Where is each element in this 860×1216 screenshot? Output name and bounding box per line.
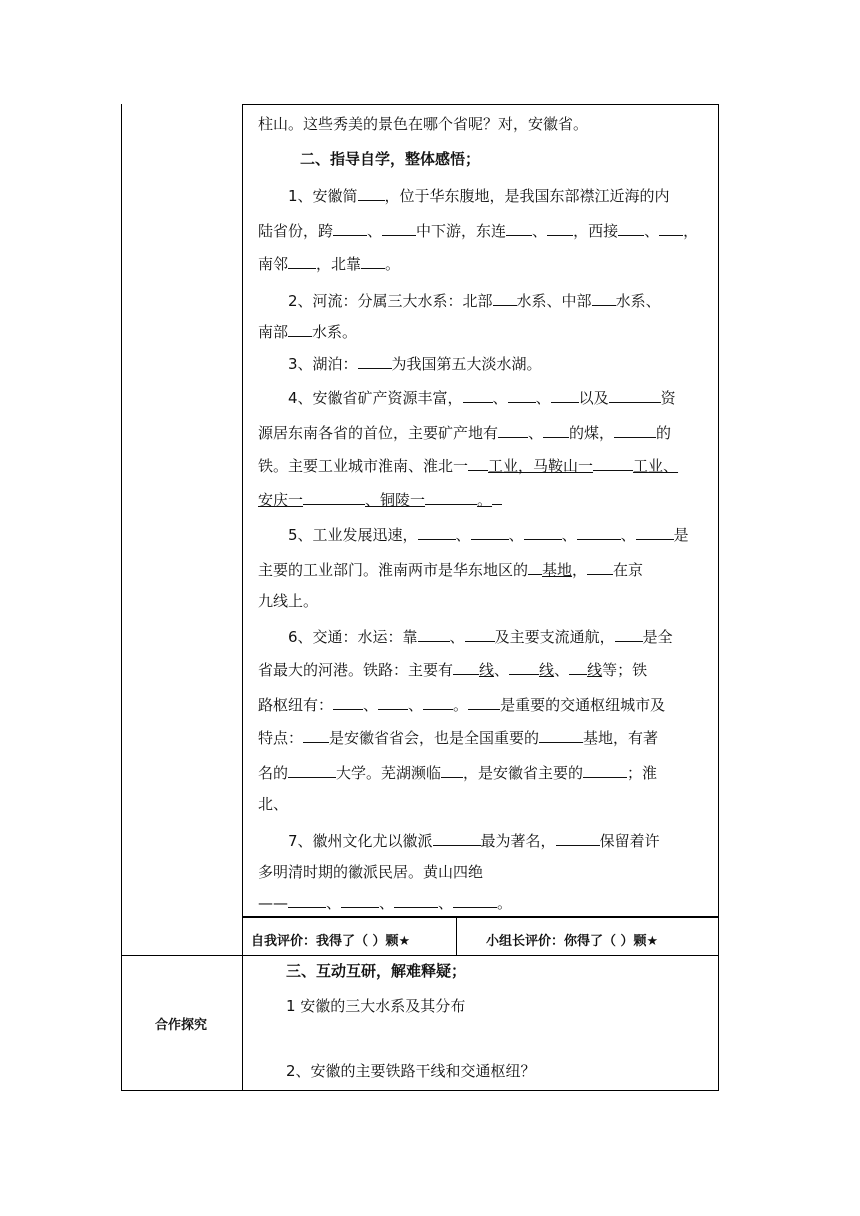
question-5-line-1: 5、工业发展迅速， 、 、 、 、 是 xyxy=(288,523,689,545)
question-6-line-4: 特点： 是安徽省省会，也是全国重要的 基地，有著 xyxy=(258,726,658,748)
top-border xyxy=(242,104,719,105)
text-line: 柱山。这些秀美的景色在哪个省呢？对，安徽省。 xyxy=(258,115,589,133)
question-5-line-2: 主要的工业部门。淮南两市是华东地区的 基地， 在京 xyxy=(258,558,643,580)
question-6-line-1: 6、交通：水运：靠 、 及主要支流通航， 是全 xyxy=(288,625,673,647)
section-heading: 二、指导自学，整体感悟； xyxy=(300,150,481,168)
self-evaluation: 自我评价：我得了（ ）颗★ xyxy=(251,934,411,949)
question-4-line-1: 4、安徽省矿产资源丰富， 、 、 以及 资 xyxy=(288,386,676,408)
question-2-line-2: 南部 水系。 xyxy=(258,320,357,342)
cooperation-heading: 三、互动互研，解难释疑； xyxy=(286,962,467,980)
question-6-line-3: 路枢纽有： 、 、 。 是重要的交通枢纽城市及 xyxy=(258,693,665,715)
question-7-line-3: —— 、 、 、 。 xyxy=(258,891,512,913)
question-4-line-3: 铁。主要工业城市淮南、淮北一 工业，马鞍山一 工业、 xyxy=(258,454,678,476)
question-5-line-3: 九线上。 xyxy=(258,592,319,610)
question-1-line-3: 南邻 ，北靠 。 xyxy=(258,252,400,274)
cooperation-question-2: 2、安徽的主要铁路干线和交通枢纽？ xyxy=(286,1062,536,1080)
question-3: 3、湖泊： 为我国第五大淡水湖。 xyxy=(288,352,542,374)
cooperation-question-1: 1 安徽的三大水系及其分布 xyxy=(286,997,466,1015)
eval-row-top xyxy=(242,916,719,918)
group-leader-evaluation: 小组长评价：你得了（ ）颗★ xyxy=(486,934,659,949)
question-6-line-5: 名的 大学。芜湖濒临 ，是安徽省主要的 ；淮 xyxy=(258,761,657,783)
question-4-line-2: 源居东南各省的首位，主要矿产地有 、 的煤， 的 xyxy=(258,421,671,443)
question-6-line-2: 省最大的河港。铁路：主要有 线、 线、 线等；铁 xyxy=(258,658,647,680)
question-7-line-1: 7、徽州文化尤以徽派 最为著名， 保留着许 xyxy=(288,829,660,851)
eval-divider xyxy=(456,917,457,955)
right-border-top xyxy=(718,104,719,956)
question-4-line-4: 安庆一 、铜陵一 。 xyxy=(258,488,502,510)
right-border-bottom xyxy=(718,955,719,1091)
column-divider xyxy=(242,104,243,1091)
question-6-line-6: 北、 xyxy=(258,795,289,813)
question-2-line-1: 2、河流：分属三大水系：北部 水系、中部 水系、 xyxy=(288,289,661,311)
question-1-line-2: 陆省份，跨 、 中下游，东连 、 ，西接 、 ， xyxy=(258,219,698,241)
cooperation-label: 合作探究 xyxy=(155,1018,208,1033)
question-7-line-2: 多明清时期的徽派民居。黄山四绝 xyxy=(258,863,484,881)
question-1-line-1: 1、安徽简 ，位于华东腹地，是我国东部襟江近海的内 xyxy=(288,184,670,206)
eval-row-bottom xyxy=(121,955,719,956)
